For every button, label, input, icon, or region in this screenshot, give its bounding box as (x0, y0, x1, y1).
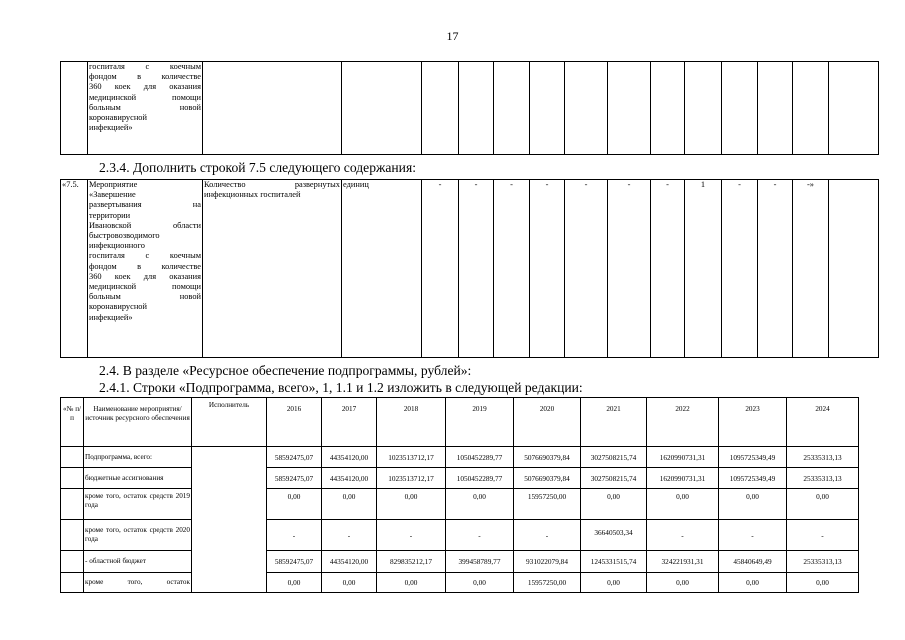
value-cell: 399458789,77 (446, 551, 514, 573)
value-cell: 15957250,00 (514, 489, 581, 520)
text-line: коронавирусной (89, 113, 147, 123)
value-cell: - (651, 180, 685, 358)
value-cell: - (565, 180, 608, 358)
value-cell: 58592475,07 (267, 447, 322, 468)
header-year: 2022 (647, 398, 719, 447)
cell-empty (203, 62, 342, 155)
value-cell: 0,00 (446, 573, 514, 593)
value-cell: 5076690379,84 (514, 468, 581, 489)
text-line: 360 коек для оказания (89, 271, 201, 281)
value-cell: 0,00 (581, 573, 647, 593)
value-cell: - (722, 180, 758, 358)
value-cell: 0,00 (322, 573, 377, 593)
value-cell: 1620990731,31 (647, 468, 719, 489)
value-cell: 1245331515,74 (581, 551, 647, 573)
text-line: 360 коек для оказания (89, 82, 201, 92)
resource-table (60, 397, 859, 593)
text-line: медицинской помощи (89, 92, 201, 102)
text-line: больным новой (89, 102, 201, 112)
value-cell: 1050452289,77 (446, 468, 514, 489)
cell-empty (829, 180, 879, 358)
value-cell: 0,00 (446, 489, 514, 520)
heading-2-4: 2.4. В разделе «Ресурсное обеспечение подпрограммы, рублей»: (99, 363, 472, 378)
value-cell: - (647, 520, 719, 551)
cell-empty (651, 62, 685, 155)
row-label: кроме того, остаток средств 2019 года (84, 489, 192, 520)
cell-empty (61, 489, 84, 520)
row-number: «7.5. (61, 180, 88, 358)
header-year: 2019 (446, 398, 514, 447)
value-cell: - (494, 180, 530, 358)
header-year: 2016 (267, 398, 322, 447)
text-line: Мероприятие (89, 180, 138, 189)
value-cell: 0,00 (581, 489, 647, 520)
cell-empty (61, 447, 84, 468)
header-year: 2024 (787, 398, 859, 447)
value-cell: - (377, 520, 446, 551)
value-cell: 25335313,13 (787, 551, 859, 573)
cell-empty (342, 62, 422, 155)
value-cell: -» (793, 180, 829, 358)
header-year: 2017 (322, 398, 377, 447)
event-text-cell (88, 180, 203, 358)
value-cell: 44354120,00 (322, 468, 377, 489)
value-cell: 1095725349,49 (719, 468, 787, 489)
cell-empty (565, 62, 608, 155)
cell-empty (61, 520, 84, 551)
header-year: 2020 (514, 398, 581, 447)
value-cell: - (514, 520, 581, 551)
text-line: Ивановской области (89, 220, 201, 230)
text-line: больным новой (89, 292, 201, 302)
header-name: Наименование мероприятия/источник ресурсного обеспечения (84, 398, 192, 447)
value-cell: 1 (685, 180, 722, 358)
value-cell: - (446, 520, 514, 551)
value-cell: 829835212,17 (377, 551, 446, 573)
heading-2-4-1: 2.4.1. Строки «Подпрограмма, всего», 1, 1.1 и 1.2 изложить в следующей редакции: (99, 380, 583, 395)
text-line: инфекцией» (89, 312, 133, 322)
value-cell: 0,00 (377, 573, 446, 593)
value-cell: 44354120,00 (322, 447, 377, 468)
value-cell: 0,00 (267, 489, 322, 520)
value-cell: - (787, 520, 859, 551)
page-number: 17 (446, 29, 459, 43)
heading-2-3-4: 2.3.4. Дополнить строкой 7.5 следующего содержания: (99, 160, 416, 175)
cell-empty (530, 62, 565, 155)
value-cell: - (758, 180, 793, 358)
header-num: «№ п/п (61, 398, 84, 447)
value-cell: 3027508215,74 (581, 468, 647, 489)
cell-empty (608, 62, 651, 155)
event-text-cell (88, 62, 203, 155)
value-cell: 36640503,34 (581, 520, 647, 551)
value-cell: 44354120,00 (322, 551, 377, 573)
row-7-5-table (60, 179, 879, 358)
text-line: медицинской помощи (89, 282, 201, 292)
header-year: 2018 (377, 398, 446, 447)
value-cell: 1023513712,17 (377, 468, 446, 489)
value-cell: 1620990731,31 (647, 447, 719, 468)
text-line: Количество развернутых (204, 180, 340, 189)
row-label: - областной бюджет (84, 551, 192, 573)
value-cell: 15957250,00 (514, 573, 581, 593)
cell-empty (758, 62, 793, 155)
value-cell: 1095725349,49 (719, 447, 787, 468)
row-label: кроме того, остаток (84, 573, 192, 593)
row-label: бюджетные ассигнования (84, 468, 192, 489)
header-year: 2023 (719, 398, 787, 447)
row-label: кроме того, остаток средств 2020 года (84, 520, 192, 551)
cell-empty (422, 62, 459, 155)
text-line: быстровозводимого (89, 231, 160, 241)
cell-empty (61, 573, 84, 593)
value-cell: - (719, 520, 787, 551)
value-cell: 0,00 (787, 573, 859, 593)
text-line: территории (89, 210, 131, 220)
value-cell: 0,00 (647, 573, 719, 593)
value-cell: 0,00 (719, 573, 787, 593)
value-cell: 0,00 (267, 573, 322, 593)
executor-cell (192, 447, 267, 593)
value-cell: 5076690379,84 (514, 447, 581, 468)
value-cell: 0,00 (787, 489, 859, 520)
value-cell: 25335313,13 (787, 447, 859, 468)
value-cell: 1023513712,17 (377, 447, 446, 468)
value-cell: - (322, 520, 377, 551)
text-line: инфекцией» (89, 123, 133, 133)
value-cell: 324221931,31 (647, 551, 719, 573)
value-cell: - (422, 180, 459, 358)
text-line: коронавирусной (89, 302, 147, 312)
value-cell: - (459, 180, 494, 358)
value-cell: 25335313,13 (787, 468, 859, 489)
text-line: «Завершение (89, 190, 136, 200)
text-line: инфекционных госпиталей (204, 190, 301, 200)
text-line: фондом в количестве (89, 72, 201, 82)
value-cell: 58592475,07 (267, 468, 322, 489)
cell-empty (61, 468, 84, 489)
value-cell: - (267, 520, 322, 551)
measures-table-continued (60, 61, 879, 155)
text-line: фондом в количестве (89, 261, 201, 271)
text-line: развертывания на (89, 200, 201, 210)
cell-empty (793, 62, 829, 155)
cell-empty (829, 62, 879, 155)
unit-cell: единиц (342, 180, 422, 358)
indicator-cell (203, 180, 342, 358)
text-line: инфекционного (89, 241, 145, 251)
value-cell: 0,00 (322, 489, 377, 520)
value-cell: 1050452289,77 (446, 447, 514, 468)
value-cell: - (530, 180, 565, 358)
cell-empty (722, 62, 758, 155)
text-line: госпиталя с коечным (89, 251, 201, 261)
value-cell: 0,00 (377, 489, 446, 520)
cell-empty (61, 62, 88, 155)
value-cell: 931022079,84 (514, 551, 581, 573)
cell-empty (494, 62, 530, 155)
value-cell: 45840649,49 (719, 551, 787, 573)
text-line: госпиталя с коечным (89, 62, 201, 71)
value-cell: 58592475,07 (267, 551, 322, 573)
value-cell: 3027508215,74 (581, 447, 647, 468)
header-year: 2021 (581, 398, 647, 447)
cell-empty (459, 62, 494, 155)
value-cell: - (608, 180, 651, 358)
value-cell: 0,00 (719, 489, 787, 520)
header-executor: Исполнитель (192, 398, 267, 447)
cell-empty (685, 62, 722, 155)
cell-empty (61, 551, 84, 573)
value-cell: 0,00 (647, 489, 719, 520)
row-label: Подпрограмма, всего: (84, 447, 192, 468)
